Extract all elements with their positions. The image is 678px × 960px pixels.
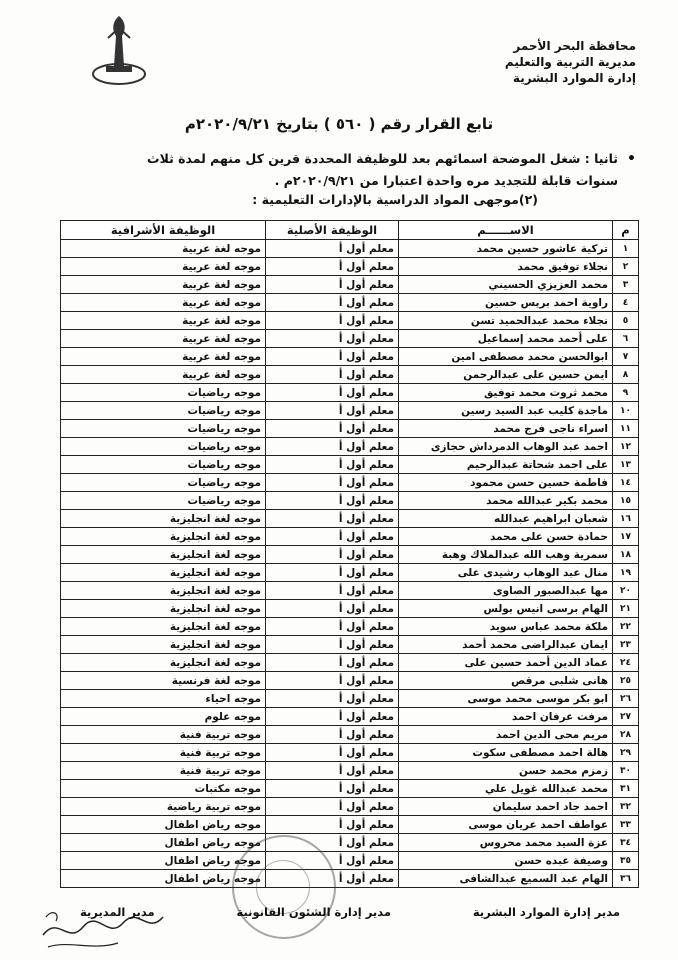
row-original-job: معلم أول أ (266, 798, 399, 816)
row-index: ١٩ (613, 564, 639, 582)
row-supervisory-job: موجه لغة عربية (61, 240, 266, 258)
row-name: ابوالحسن محمد مصطفى امين (399, 348, 613, 366)
table-row (61, 474, 639, 492)
row-supervisory-job: موجه تربية فنية (61, 762, 266, 780)
row-supervisory-job: موجه لغة فرنسية (61, 672, 266, 690)
header-directorate: مديرية التربية والتعليم (504, 55, 636, 69)
table-row (61, 780, 639, 798)
table-row (61, 744, 639, 762)
row-name: الهام برسى انيس بولس (399, 600, 613, 618)
row-index: ١ (613, 240, 639, 258)
row-supervisory-job: موجه علوم (61, 708, 266, 726)
row-index: ١٤ (613, 474, 639, 492)
bullet-icon: • (627, 151, 636, 167)
row-name: ابو بكر موسى محمد موسى (399, 690, 613, 708)
row-supervisory-job: موجه تربية رياضية (61, 798, 266, 816)
row-name: عزة السيد محمد محروس (399, 834, 613, 852)
row-original-job: معلم أول أ (266, 438, 399, 456)
table-row (61, 798, 639, 816)
table-row (61, 636, 639, 654)
table-row (61, 384, 639, 402)
row-name: نجلاء توفيق محمد (399, 258, 613, 276)
row-original-job: معلم أول أ (266, 528, 399, 546)
row-name: هالة احمد مصطفى سكوت (399, 744, 613, 762)
table-row (61, 402, 639, 420)
row-name: اسراء ناجى فرج محمد (399, 420, 613, 438)
row-name: على أحمد محمد إسماعيل (399, 330, 613, 348)
row-original-job: معلم أول أ (266, 258, 399, 276)
row-supervisory-job: موجه لغة عربية (61, 294, 266, 312)
row-supervisory-job: موجه لغة عربية (61, 276, 266, 294)
table-row (61, 276, 639, 294)
row-original-job: معلم أول أ (266, 402, 399, 420)
row-name: محمد ثروت محمد توفيق (399, 384, 613, 402)
row-original-job: معلم أول أ (266, 312, 399, 330)
header-name: الاســــــم (399, 221, 613, 240)
row-index: ٢١ (613, 600, 639, 618)
row-name: وصيفة عبده حسن (399, 852, 613, 870)
table-row (61, 852, 639, 870)
row-index: ٣٣ (613, 816, 639, 834)
table-row (61, 348, 639, 366)
row-supervisory-job: موجه لغة انجليزية (61, 546, 266, 564)
table-row (61, 618, 639, 636)
row-index: ١٨ (613, 546, 639, 564)
row-index: ٢٣ (613, 636, 639, 654)
row-index: ٧ (613, 348, 639, 366)
row-original-job: معلم أول أ (266, 474, 399, 492)
row-index: ٣٢ (613, 798, 639, 816)
table-row (61, 564, 639, 582)
row-name: الهام عبد السميع عبدالشافى (399, 870, 613, 888)
table-header-row (61, 221, 639, 240)
row-supervisory-job: موجه احياء (61, 690, 266, 708)
table-row (61, 456, 639, 474)
row-original-job: معلم أول أ (266, 618, 399, 636)
row-name: مها عبدالصبور الصاوى (399, 582, 613, 600)
row-name: محمد بكير عبدالله محمد (399, 492, 613, 510)
row-index: ٣١ (613, 780, 639, 798)
row-supervisory-job: موجه لغة انجليزية (61, 600, 266, 618)
table-row (61, 870, 639, 888)
row-name: ايمن حسين على عبدالرحمن (399, 366, 613, 384)
table-row (61, 438, 639, 456)
row-supervisory-job: موجه لغة عربية (61, 312, 266, 330)
row-original-job: معلم أول أ (266, 762, 399, 780)
row-original-job: معلم أول أ (266, 600, 399, 618)
row-name: فاطمة حسين حسن محمود (399, 474, 613, 492)
row-index: ٢٨ (613, 726, 639, 744)
table-row (61, 672, 639, 690)
table-row (61, 294, 639, 312)
row-name: عماد الدين أحمد حسين على (399, 654, 613, 672)
header-department: إدارة الموارد البشرية (512, 71, 636, 85)
row-supervisory-job: موجه رياضيات (61, 384, 266, 402)
row-name: مريم محى الدين احمد (399, 726, 613, 744)
row-name: راوية احمد بريس حسين (399, 294, 613, 312)
row-original-job: معلم أول أ (266, 726, 399, 744)
row-original-job: معلم أول أ (266, 852, 399, 870)
row-supervisory-job: موجه لغة عربية (61, 348, 266, 366)
row-index: ٩ (613, 384, 639, 402)
directorate-director-signature: مدير المديرية (80, 905, 155, 919)
row-supervisory-job: موجه لغة انجليزية (61, 528, 266, 546)
table-row (61, 510, 639, 528)
row-index: ٣٦ (613, 870, 639, 888)
row-name: احمد جاد احمد سليمان (399, 798, 613, 816)
table-row (61, 492, 639, 510)
row-name: مرفت عرفان احمد (399, 708, 613, 726)
row-original-job: معلم أول أ (266, 294, 399, 312)
row-supervisory-job: موجه لغة عربية (61, 258, 266, 276)
decision-title: تابع القرار رقم ( ٥٦٠ ) بتاريخ ٢٠٢٠/٩/٢١م (184, 115, 494, 133)
row-index: ٤ (613, 294, 639, 312)
table-row (61, 762, 639, 780)
row-original-job: معلم أول أ (266, 330, 399, 348)
hr-director-signature: مدير إدارة الموارد البشرية (472, 905, 620, 919)
row-index: ٢٥ (613, 672, 639, 690)
row-original-job: معلم أول أ (266, 276, 399, 294)
row-name: ماجدة كليب عبد السيد رسين (399, 402, 613, 420)
row-supervisory-job: موجه لغة انجليزية (61, 510, 266, 528)
section-subheading: (٢)موجهى المواد الدراسية بالإدارات التعليمية : (252, 192, 538, 207)
header-supervisory-job: الوظيفة الأشرافية (61, 221, 266, 240)
row-original-job: معلم أول أ (266, 870, 399, 888)
row-index: ٣٠ (613, 762, 639, 780)
row-supervisory-job: موجه رياضيات (61, 438, 266, 456)
row-name: تركية عاشور حسين محمد (399, 240, 613, 258)
table-row (61, 312, 639, 330)
row-supervisory-job: موجه تربية فنية (61, 744, 266, 762)
row-original-job: معلم أول أ (266, 492, 399, 510)
row-name: احمد عبد الوهاب الدمرداش حجازى (399, 438, 613, 456)
row-index: ١٧ (613, 528, 639, 546)
row-supervisory-job: موجه لغة انجليزية (61, 654, 266, 672)
table-row (61, 528, 639, 546)
row-index: ٦ (613, 330, 639, 348)
row-original-job: معلم أول أ (266, 708, 399, 726)
row-index: ٨ (613, 366, 639, 384)
row-supervisory-job: موجه رياض اطفال (61, 816, 266, 834)
row-index: ٢٠ (613, 582, 639, 600)
row-original-job: معلم أول أ (266, 420, 399, 438)
row-name: نجلاء محمد عبدالحميد تسن (399, 312, 613, 330)
row-index: ٢٧ (613, 708, 639, 726)
row-supervisory-job: موجه لغة انجليزية (61, 582, 266, 600)
row-supervisory-job: موجه لغة انجليزية (61, 636, 266, 654)
table-row (61, 240, 639, 258)
row-original-job: معلم أول أ (266, 672, 399, 690)
table-row (61, 708, 639, 726)
paragraph-line-1: ثانيا : شغل الموضحة اسمائهم بعد للوظيفة المحددة قرين كل منهم لمدة ثلاث (147, 151, 618, 166)
signature-footer (80, 905, 620, 919)
row-original-job: معلم أول أ (266, 240, 399, 258)
row-supervisory-job: موجه لغة انجليزية (61, 564, 266, 582)
table-row (61, 600, 639, 618)
row-supervisory-job: موجه رياض اطفال (61, 852, 266, 870)
table-row (61, 546, 639, 564)
row-index: ٢٩ (613, 744, 639, 762)
header-original-job: الوظيفة الأصلية (266, 221, 399, 240)
row-name: حمادة حسن على محمد (399, 528, 613, 546)
row-name: ملكة محمد عباس سويد (399, 618, 613, 636)
row-supervisory-job: موجه رياضيات (61, 420, 266, 438)
row-index: ١٢ (613, 438, 639, 456)
row-index: ٢٤ (613, 654, 639, 672)
row-supervisory-job: موجه رياض اطفال (61, 870, 266, 888)
row-name: ايمان عبدالراضى محمد أحمد (399, 636, 613, 654)
row-supervisory-job: موجه مكتبات (61, 780, 266, 798)
row-index: ٣٤ (613, 834, 639, 852)
table-row (61, 816, 639, 834)
row-name: سمرية وهب الله عبدالملاك وهبة (399, 546, 613, 564)
row-supervisory-job: موجه لغة انجليزية (61, 618, 266, 636)
row-name: محمد عبدالله غويل علي (399, 780, 613, 798)
table-row (61, 366, 639, 384)
row-index: ١٣ (613, 456, 639, 474)
row-original-job: معلم أول أ (266, 816, 399, 834)
row-original-job: معلم أول أ (266, 510, 399, 528)
row-original-job: معلم أول أ (266, 456, 399, 474)
row-index: ٢٦ (613, 690, 639, 708)
row-index: ٥ (613, 312, 639, 330)
row-supervisory-job: موجه رياض اطفال (61, 834, 266, 852)
row-original-job: معلم أول أ (266, 384, 399, 402)
row-original-job: معلم أول أ (266, 348, 399, 366)
letterhead (396, 38, 636, 86)
row-supervisory-job: موجه رياضيات (61, 474, 266, 492)
table-row (61, 654, 639, 672)
row-index: ١١ (613, 420, 639, 438)
row-supervisory-job: موجه رياضيات (61, 456, 266, 474)
row-name: عواطف احمد عريان موسى (399, 816, 613, 834)
legal-director-signature: مدير إدارة الشئون القانونية (236, 905, 391, 919)
row-original-job: معلم أول أ (266, 834, 399, 852)
row-supervisory-job: موجه رياضيات (61, 492, 266, 510)
row-original-job: معلم أول أ (266, 546, 399, 564)
row-original-job: معلم أول أ (266, 582, 399, 600)
row-original-job: معلم أول أ (266, 654, 399, 672)
row-original-job: معلم أول أ (266, 690, 399, 708)
row-supervisory-job: موجه لغة عربية (61, 330, 266, 348)
row-original-job: معلم أول أ (266, 564, 399, 582)
row-name: على احمد شحاتة عبدالرحيم (399, 456, 613, 474)
row-original-job: معلم أول أ (266, 366, 399, 384)
decision-paragraph (40, 148, 636, 192)
table-row (61, 726, 639, 744)
header-governorate: محافظة البحر الأحمر (513, 39, 636, 53)
row-index: ١٥ (613, 492, 639, 510)
table-row (61, 258, 639, 276)
row-index: ٣٥ (613, 852, 639, 870)
row-name: زمزم محمد حسن (399, 762, 613, 780)
table-row (61, 582, 639, 600)
row-name: شعبان ابراهيم عبدالله (399, 510, 613, 528)
row-supervisory-job: موجه تربية فنية (61, 726, 266, 744)
row-name: محمد العزيزي الحسيني (399, 276, 613, 294)
row-supervisory-job: موجه رياضيات (61, 402, 266, 420)
row-index: ٢٢ (613, 618, 639, 636)
supervisors-table (60, 220, 639, 888)
row-index: ١٦ (613, 510, 639, 528)
paragraph-line-2: سنوات قابلة للتجديد مره واحدة اعتبارا من ٢٠٢٠/٩/٢١م . (274, 173, 618, 188)
table-row (61, 330, 639, 348)
row-index: ٣ (613, 276, 639, 294)
row-original-job: معلم أول أ (266, 780, 399, 798)
row-original-job: معلم أول أ (266, 636, 399, 654)
table-row (61, 690, 639, 708)
row-original-job: معلم أول أ (266, 744, 399, 762)
table-row (61, 420, 639, 438)
table-row (61, 834, 639, 852)
row-supervisory-job: موجه لغة عربية (61, 366, 266, 384)
row-index: ١٠ (613, 402, 639, 420)
governorate-logo (88, 8, 150, 88)
row-index: ٢ (613, 258, 639, 276)
header-index: م (613, 221, 639, 240)
row-name: منال عبد الوهاب رشيدى على (399, 564, 613, 582)
table-body (61, 240, 639, 888)
row-name: هانى شلبى مرقص (399, 672, 613, 690)
